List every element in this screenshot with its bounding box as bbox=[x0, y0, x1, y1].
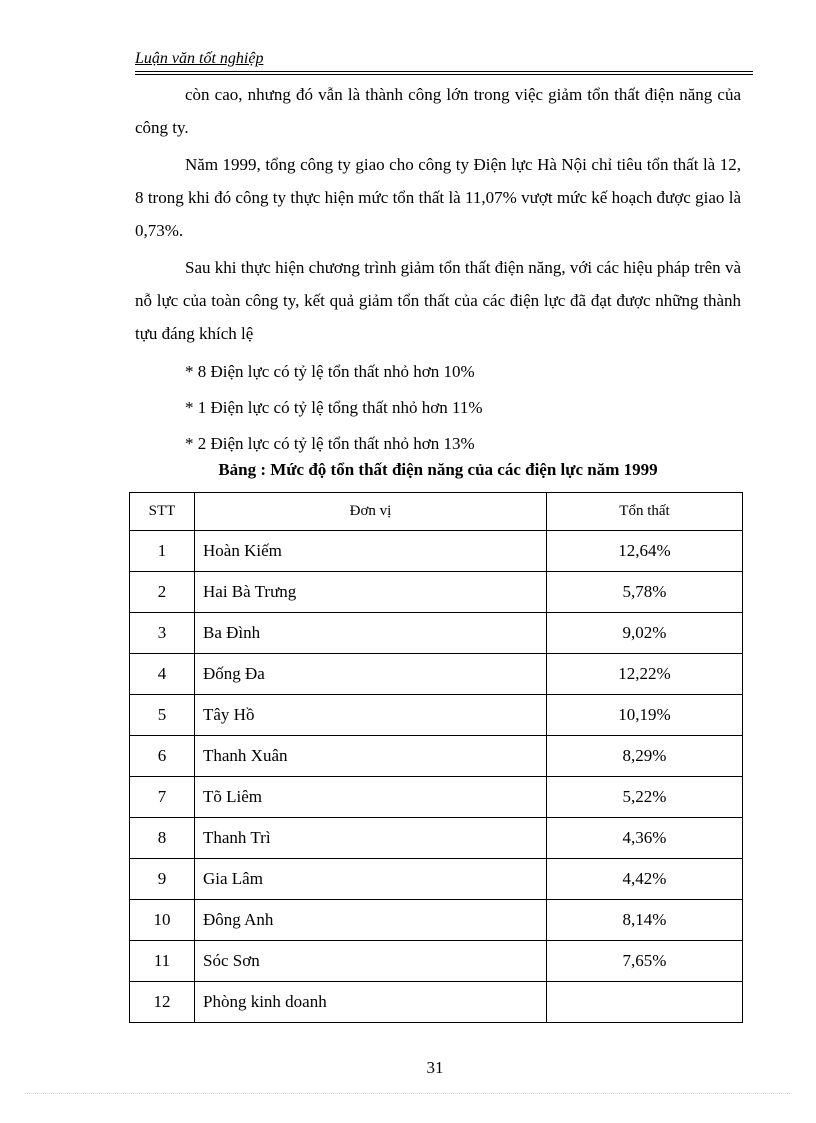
cell-unit: Phòng kinh doanh bbox=[195, 982, 547, 1023]
body-text bbox=[135, 78, 741, 462]
table-row bbox=[130, 941, 743, 982]
footer-divider bbox=[25, 1093, 790, 1094]
cell-stt: 9 bbox=[130, 859, 195, 900]
cell-stt: 5 bbox=[130, 695, 195, 736]
table-row bbox=[130, 900, 743, 941]
table-row bbox=[130, 736, 743, 777]
cell-unit: Tây Hồ bbox=[195, 695, 547, 736]
table-row bbox=[130, 859, 743, 900]
cell-unit: Thanh Xuân bbox=[195, 736, 547, 777]
cell-loss: 5,22% bbox=[547, 777, 743, 818]
cell-stt: 12 bbox=[130, 982, 195, 1023]
cell-unit: Tõ Liêm bbox=[195, 777, 547, 818]
paragraph: còn cao, nhưng đó vẫn là thành công lớn trong việc giảm tổn thất điện năng của công ty. bbox=[135, 85, 741, 137]
cell-loss: 12,22% bbox=[547, 654, 743, 695]
bullet-list bbox=[135, 354, 741, 462]
loss-table bbox=[129, 492, 743, 1023]
cell-loss bbox=[547, 982, 743, 1023]
cell-loss: 8,14% bbox=[547, 900, 743, 941]
cell-stt: 10 bbox=[130, 900, 195, 941]
cell-unit: Hai Bà Trưng bbox=[195, 572, 547, 613]
header-rule bbox=[135, 71, 753, 72]
cell-loss: 10,19% bbox=[547, 695, 743, 736]
cell-unit: Đống Đa bbox=[195, 654, 547, 695]
table-row bbox=[130, 531, 743, 572]
header-unit: Đơn vị bbox=[195, 493, 547, 531]
header-title: Luận văn tốt nghiệp bbox=[135, 50, 264, 67]
table-row bbox=[130, 777, 743, 818]
cell-loss: 7,65% bbox=[547, 941, 743, 982]
cell-stt: 2 bbox=[130, 572, 195, 613]
header-rule-double bbox=[135, 74, 753, 75]
cell-unit: Hoàn Kiếm bbox=[195, 531, 547, 572]
table-row bbox=[130, 613, 743, 654]
table-row bbox=[130, 572, 743, 613]
cell-stt: 8 bbox=[130, 818, 195, 859]
cell-stt: 6 bbox=[130, 736, 195, 777]
header-stt: STT bbox=[130, 493, 195, 531]
cell-stt: 7 bbox=[130, 777, 195, 818]
cell-loss: 4,42% bbox=[547, 859, 743, 900]
page-number: 31 bbox=[426, 1058, 444, 1077]
cell-unit: Thanh Trì bbox=[195, 818, 547, 859]
cell-loss: 12,64% bbox=[547, 531, 743, 572]
table-row bbox=[130, 982, 743, 1023]
cell-loss: 5,78% bbox=[547, 572, 743, 613]
bullet-item: * 2 Điện lực có tỷ lệ tổn thất nhỏ hơn 13% bbox=[185, 434, 475, 453]
table-header-row bbox=[130, 493, 743, 531]
header-loss: Tổn thất bbox=[547, 493, 743, 531]
bullet-item: * 1 Điện lực có tỷ lệ tổng thất nhỏ hơn 11% bbox=[185, 398, 483, 417]
cell-stt: 3 bbox=[130, 613, 195, 654]
cell-stt: 11 bbox=[130, 941, 195, 982]
cell-stt: 4 bbox=[130, 654, 195, 695]
page-header bbox=[135, 50, 753, 68]
cell-stt: 1 bbox=[130, 531, 195, 572]
table-caption: Bảng : Mức độ tổn thất điện năng của các điện lực năm 1999 bbox=[218, 460, 658, 479]
table-row bbox=[130, 654, 743, 695]
bullet-item: * 8 Điện lực có tỷ lệ tổn thất nhỏ hơn 10% bbox=[185, 362, 475, 381]
cell-unit: Gia Lâm bbox=[195, 859, 547, 900]
cell-unit: Đông Anh bbox=[195, 900, 547, 941]
cell-unit: Ba Đình bbox=[195, 613, 547, 654]
paragraph: Sau khi thực hiện chương trình giảm tổn thất điện năng, với các hiệu pháp trên và nỗ lực của toàn công ty, kết quả giảm tổn thất của các điện lực đã đạt được những thành tựu đáng khích lệ bbox=[135, 258, 741, 343]
paragraph: Năm 1999, tổng công ty giao cho công ty Điện lực Hà Nội chỉ tiêu tổn thất là 12, 8 trong khi đó công ty thực hiện mức tổn thất là 11,07% vượt mức kế hoạch được giao là 0,73%. bbox=[135, 155, 741, 240]
cell-unit: Sóc Sơn bbox=[195, 941, 547, 982]
cell-loss: 9,02% bbox=[547, 613, 743, 654]
table-row bbox=[130, 695, 743, 736]
cell-loss: 8,29% bbox=[547, 736, 743, 777]
cell-loss: 4,36% bbox=[547, 818, 743, 859]
table-row bbox=[130, 818, 743, 859]
